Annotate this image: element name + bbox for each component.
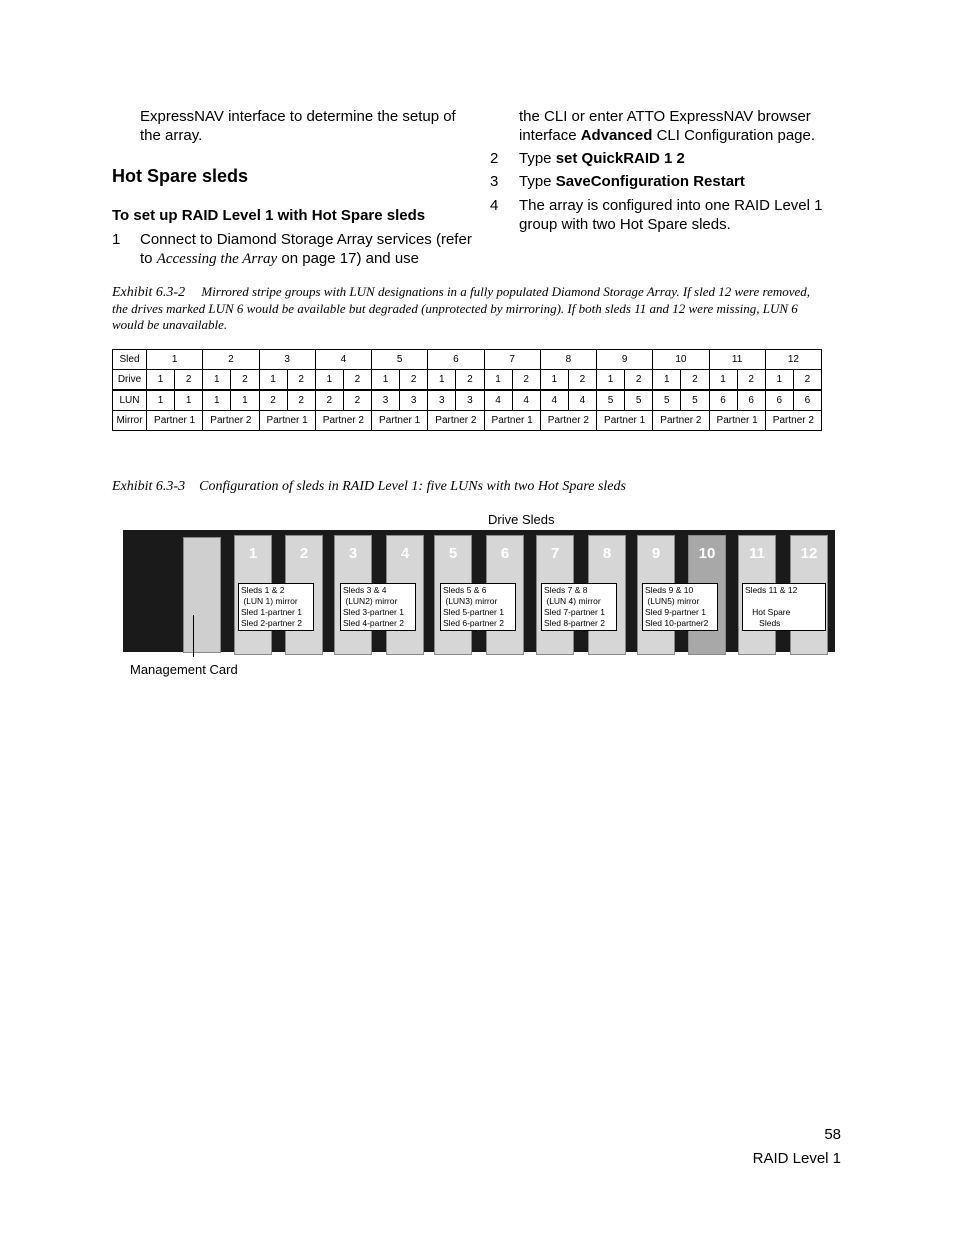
step-4-number: 4 bbox=[490, 197, 499, 214]
sled-pair-label: Sleds 9 & 10 (LUN5) mirror Sled 9-partner 1 Sled 10-partner2 bbox=[642, 583, 718, 631]
step-2-number: 2 bbox=[490, 150, 499, 167]
table-cell: 2 bbox=[343, 390, 371, 411]
drive-sleds-diagram bbox=[120, 510, 840, 690]
table-cell: 2 bbox=[568, 370, 596, 391]
table-cell: 1 bbox=[653, 370, 681, 391]
sled-number: 2 bbox=[299, 545, 309, 562]
row-head-lun: LUN bbox=[113, 390, 147, 411]
page-number: 58 bbox=[824, 1126, 841, 1143]
row-head-drive: Drive bbox=[113, 370, 147, 391]
table-cell: 2 bbox=[287, 370, 315, 391]
table-cell: Partner 1 bbox=[709, 411, 765, 431]
step-3-text: Type SaveConfiguration Restart bbox=[519, 173, 745, 190]
table-cell: 1 bbox=[147, 390, 175, 411]
table-cell: 4 bbox=[484, 390, 512, 411]
table-cell: Partner 1 bbox=[597, 411, 653, 431]
table-cell: 1 bbox=[540, 370, 568, 391]
table-row-mirror bbox=[113, 411, 822, 431]
table-cell: 12 bbox=[765, 350, 821, 370]
table-cell: 1 bbox=[428, 370, 456, 391]
sled-number: 1 bbox=[248, 545, 258, 562]
table-cell: 6 bbox=[428, 350, 484, 370]
table-cell: 2 bbox=[175, 370, 203, 391]
table-cell: 6 bbox=[793, 390, 821, 411]
table-cell: 4 bbox=[568, 390, 596, 411]
sled-number: 6 bbox=[500, 545, 510, 562]
table-cell: 2 bbox=[259, 390, 287, 411]
table-cell: 2 bbox=[456, 370, 484, 391]
table-cell: 2 bbox=[287, 390, 315, 411]
table-cell: 11 bbox=[709, 350, 765, 370]
table-cell: 5 bbox=[681, 390, 709, 411]
sled-pair-label: Sleds 5 & 6 (LUN3) mirror Sled 5-partner 1 Sled 6-partner 2 bbox=[440, 583, 516, 631]
table-cell: 5 bbox=[653, 390, 681, 411]
table-cell: 5 bbox=[597, 390, 625, 411]
table-cell: 2 bbox=[737, 370, 765, 391]
table-cell: 5 bbox=[372, 350, 428, 370]
exhibit-3-label: Exhibit 6.3-3 bbox=[112, 479, 186, 494]
step-3-number: 3 bbox=[490, 173, 499, 190]
table-cell: 9 bbox=[597, 350, 653, 370]
table-cell: 4 bbox=[315, 350, 371, 370]
management-card-label: Management Card bbox=[130, 662, 238, 677]
table-row-sled bbox=[113, 350, 822, 370]
table-cell: 1 bbox=[203, 390, 231, 411]
diagram-title: Drive Sleds bbox=[488, 512, 555, 527]
sled-number: 3 bbox=[348, 545, 358, 562]
exhibit-2-label: Exhibit 6.3-2 bbox=[112, 285, 186, 300]
table-cell: 1 bbox=[175, 390, 203, 411]
table-cell: 1 bbox=[315, 370, 343, 391]
table-cell: 1 bbox=[709, 370, 737, 391]
exhibit-2-caption: Exhibit 6.3-2 Mirrored stripe groups with LUN designations in a fully populated Diamond Storage Array. If sled 12 were removed, the drives marked LUN 6 would be available but degraded (unprotected by mirroring). If both sleds 11 and 12 were missing, LUN 6 would be unavailable. bbox=[112, 284, 811, 332]
table-cell: 2 bbox=[681, 370, 709, 391]
table-cell: 7 bbox=[484, 350, 540, 370]
table-cell: 1 bbox=[484, 370, 512, 391]
table-cell: 1 bbox=[231, 390, 259, 411]
step-1-text: Connect to Diamond Storage Array services (refer to Accessing the Array on page 17) and use bbox=[140, 231, 472, 267]
table-cell: 2 bbox=[793, 370, 821, 391]
table-row-lun bbox=[113, 390, 822, 411]
table-cell: Partner 2 bbox=[203, 411, 259, 431]
sled-pair-label: Sleds 7 & 8 (LUN 4) mirror Sled 7-partner 1 Sled 8-partner 2 bbox=[541, 583, 617, 631]
table-cell: 10 bbox=[653, 350, 709, 370]
table-cell: Partner 1 bbox=[484, 411, 540, 431]
row-head-sled: Sled bbox=[113, 350, 147, 370]
table-cell: 1 bbox=[147, 370, 175, 391]
table-cell: 2 bbox=[512, 370, 540, 391]
table-cell: 4 bbox=[512, 390, 540, 411]
table-cell: Partner 2 bbox=[653, 411, 709, 431]
table-cell: 3 bbox=[372, 390, 400, 411]
table-cell: 6 bbox=[765, 390, 793, 411]
table-cell: Partner 1 bbox=[147, 411, 203, 431]
table-cell: 6 bbox=[737, 390, 765, 411]
table-cell: Partner 2 bbox=[540, 411, 596, 431]
table-cell: 2 bbox=[343, 370, 371, 391]
continued-paragraph: ExpressNAV interface to determine the setup of the array. bbox=[140, 108, 456, 144]
sled-number: 11 bbox=[749, 545, 765, 562]
table-cell: 1 bbox=[203, 370, 231, 391]
table-cell: Partner 1 bbox=[259, 411, 315, 431]
sled-number: 4 bbox=[400, 545, 410, 562]
table-cell: 2 bbox=[625, 370, 653, 391]
table-cell: 2 bbox=[203, 350, 259, 370]
chapter-name: RAID Level 1 bbox=[752, 1150, 841, 1167]
procedure-heading: To set up RAID Level 1 with Hot Spare sleds bbox=[112, 207, 426, 224]
sled-number: 10 bbox=[698, 545, 716, 562]
table-cell: 3 bbox=[400, 390, 428, 411]
sled-number: 7 bbox=[550, 545, 560, 562]
sled-number: 8 bbox=[602, 545, 612, 562]
table-cell: Partner 2 bbox=[315, 411, 371, 431]
table-cell: 8 bbox=[540, 350, 596, 370]
lun-table bbox=[112, 349, 822, 431]
step-4-text: The array is configured into one RAID Level 1 group with two Hot Spare sleds. bbox=[519, 197, 823, 233]
table-cell: 2 bbox=[315, 390, 343, 411]
sled-number: 12 bbox=[800, 545, 818, 562]
step-3-command: SaveConfiguration Restart bbox=[555, 173, 745, 190]
table-cell: 6 bbox=[709, 390, 737, 411]
section-heading: Hot Spare sleds bbox=[112, 166, 249, 186]
table-cell: 1 bbox=[259, 370, 287, 391]
sled-pair-label: Sleds 3 & 4 (LUN2) mirror Sled 3-partner 1 Sled 4-partner 2 bbox=[340, 583, 416, 631]
sled-number: 9 bbox=[651, 545, 661, 562]
table-cell: 3 bbox=[259, 350, 315, 370]
table-cell: 5 bbox=[625, 390, 653, 411]
exhibit-3-caption: Exhibit 6.3-3 Configuration of sleds in RAID Level 1: five LUNs with two Hot Spare sleds bbox=[112, 479, 626, 494]
table-cell: 1 bbox=[372, 370, 400, 391]
cross-reference-link[interactable]: Accessing the Array bbox=[156, 251, 278, 267]
step-2-text: Type set QuickRAID 1 2 bbox=[519, 150, 685, 167]
table-cell: 3 bbox=[456, 390, 484, 411]
step-1-continued: the CLI or enter ATTO ExpressNAV browser interface Advanced CLI Configuration page. bbox=[519, 108, 816, 144]
table-cell: 1 bbox=[147, 350, 203, 370]
table-cell: 4 bbox=[540, 390, 568, 411]
row-head-mirror: Mirror bbox=[113, 411, 147, 431]
table-cell: 3 bbox=[428, 390, 456, 411]
management-card bbox=[183, 537, 221, 653]
table-cell: Partner 1 bbox=[372, 411, 428, 431]
step-1-number: 1 bbox=[112, 231, 121, 248]
management-card-pointer bbox=[193, 615, 194, 657]
sled-number: 5 bbox=[448, 545, 458, 562]
sled-pair-label: Sleds 1 & 2 (LUN 1) mirror Sled 1-partner 1 Sled 2-partner 2 bbox=[238, 583, 314, 631]
table-cell: 2 bbox=[400, 370, 428, 391]
table-cell: Partner 2 bbox=[428, 411, 484, 431]
table-cell: 1 bbox=[597, 370, 625, 391]
table-cell: 1 bbox=[765, 370, 793, 391]
step-2-command: set QuickRAID 1 2 bbox=[555, 150, 685, 167]
table-row-drive bbox=[113, 370, 822, 391]
table-cell: 2 bbox=[231, 370, 259, 391]
sled-pair-label: Sleds 11 & 12 Hot Spare Sleds bbox=[742, 583, 826, 631]
table-cell: Partner 2 bbox=[765, 411, 821, 431]
